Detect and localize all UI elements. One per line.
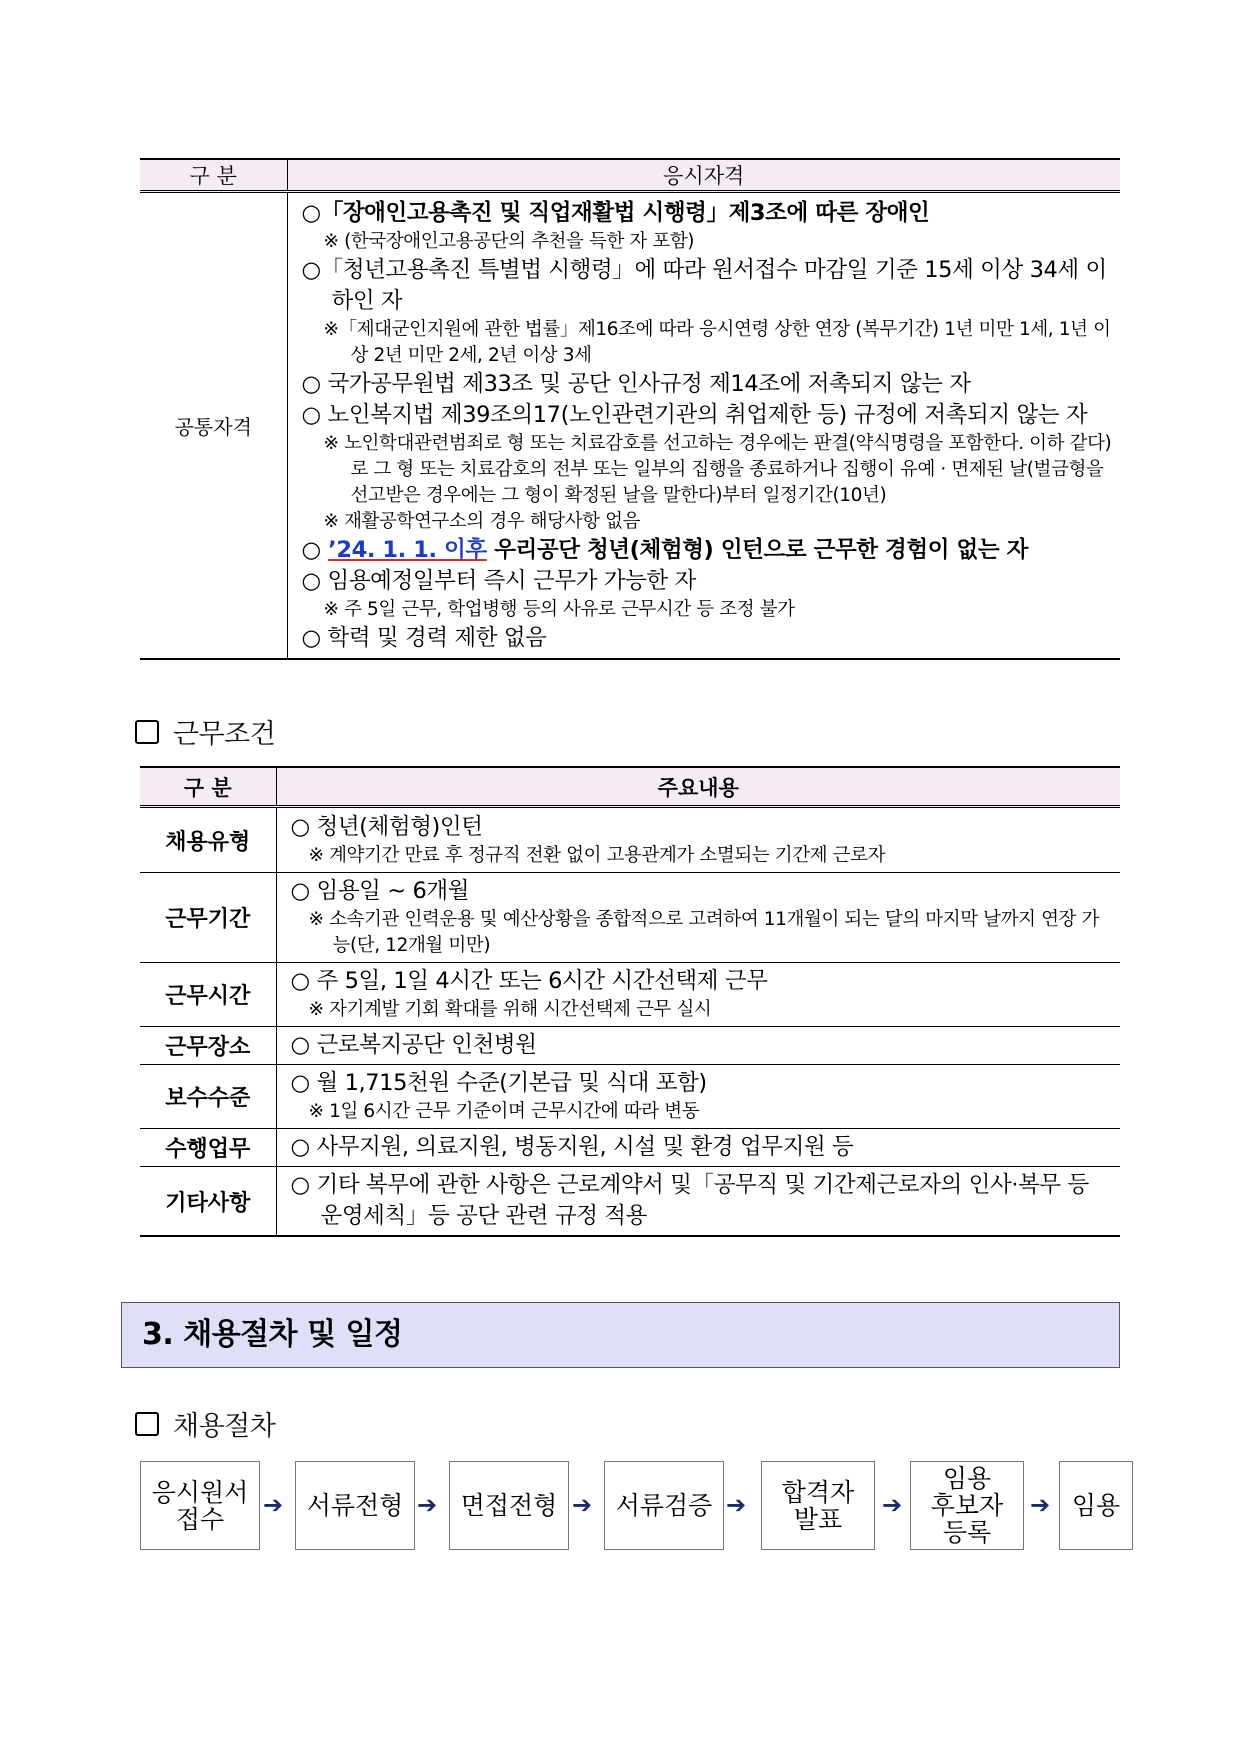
- eligibility-content: [287, 192, 1120, 660]
- table-row: [140, 1167, 1120, 1237]
- highlight-date: ’24. 1. 1. 이후: [328, 537, 487, 563]
- row-main-text: ○ 청년(체험형)인턴: [290, 813, 483, 840]
- arrow-right-icon: ➔: [572, 1491, 593, 1519]
- process-step-line: 임용: [942, 1464, 992, 1493]
- table-header-row: [140, 767, 1120, 807]
- process-step-label: [616, 1492, 713, 1519]
- row-label: 보수수준: [140, 1065, 276, 1129]
- eligibility-table: [140, 158, 1120, 660]
- arrow-right-icon: ➔: [1030, 1491, 1051, 1519]
- eligibility-item: ○「장애인고용촉진 및 직업재활법 시행령」제3조에 따른 장애인: [301, 200, 930, 226]
- eligibility-item: ○ 국가공무원법 제33조 및 공단 인사규정 제14조에 저촉되지 않는 자: [301, 371, 971, 397]
- arrow-right-icon: ➔: [882, 1491, 903, 1519]
- process-step-line: 면접전형: [460, 1491, 558, 1520]
- process-step-label: [782, 1479, 854, 1533]
- process-step-line: 임용: [1071, 1491, 1121, 1520]
- row-content: [276, 807, 1120, 873]
- item-text: 우리공단 청년(체험형) 인턴으로 근무한 경험이 없는 자: [486, 537, 1028, 563]
- table-header-row: [140, 159, 1120, 192]
- eligibility-item: [302, 535, 1117, 566]
- eligibility-note: ※ (한국장애인고용공단의 추천을 득한 자 포함): [323, 231, 695, 252]
- row-main-text: ○ 월 1,715천원 수준(기본급 및 식대 포함): [290, 1070, 707, 1096]
- row-content: [276, 1167, 1120, 1237]
- process-step: [604, 1461, 724, 1550]
- item-prefix: ○: [301, 537, 329, 563]
- table-row: [140, 873, 1120, 963]
- section-heading-work: [135, 712, 275, 751]
- table-row: [140, 1065, 1120, 1129]
- process-step: [140, 1461, 260, 1550]
- eligibility-note: ※ 주 5일 근무, 학업병행 등의 사유로 근무시간 등 조정 불가: [323, 599, 795, 620]
- process-step-label: [307, 1492, 404, 1519]
- eligibility-note: ※「제대군인지원에 관한 법률」제16조에 따라 응시연령 상한 연장 (복무기간) 1년 미만 1세, 1년 이상 2년 미만 2세, 2년 이상 3세: [323, 319, 1111, 366]
- arrow-right-icon: ➔: [417, 1491, 438, 1519]
- table-row: [140, 192, 1120, 660]
- process-step-line: 등록: [942, 1518, 992, 1547]
- row-label: 기타사항: [140, 1167, 276, 1237]
- eligibility-item: ○ 학력 및 경력 제한 없음: [301, 625, 547, 651]
- row-main-text: ○ 근로복지공단 인천병원: [290, 1032, 537, 1058]
- row-content: [276, 1027, 1120, 1065]
- eligibility-item: ○ 노인복지법 제39조의17(노인관련기관의 취업제한 등) 규정에 저촉되지 않는 자: [301, 402, 1088, 428]
- row-main-text: ○ 임용일 ~ 6개월: [290, 878, 470, 904]
- eligibility-note: ※ 재활공학연구소의 경우 해당사항 없음: [323, 511, 641, 532]
- checkbox-square-icon: [135, 720, 159, 744]
- process-step-line: 접수: [175, 1504, 225, 1534]
- process-step: [1059, 1461, 1133, 1550]
- process-step: [449, 1461, 569, 1550]
- process-step-line: 발표: [793, 1504, 843, 1534]
- arrow-right-icon: ➔: [263, 1491, 284, 1519]
- eligibility-item: ○ 임용예정일부터 즉시 근무가 가능한 자: [301, 568, 696, 594]
- row-content: [276, 873, 1120, 963]
- process-step-line: 서류전형: [306, 1491, 404, 1520]
- table-row: [140, 1027, 1120, 1065]
- row-main-text: ○ 기타 복무에 관한 사항은 근로계약서 및「공무직 및 기간제근로자의 인사‧복무 등 운영세칙」등 공단 관련 규정 적용: [290, 1172, 1089, 1229]
- process-step-label: [152, 1479, 249, 1533]
- process-step-label: [1072, 1492, 1120, 1519]
- row-label: 근무기간: [140, 873, 276, 963]
- row-label: 근무장소: [140, 1027, 276, 1065]
- arrow-right-icon: ➔: [726, 1491, 747, 1519]
- section-3-banner: 3. 채용절차 및 일정: [121, 1302, 1120, 1368]
- process-step: [295, 1461, 415, 1550]
- row-note-text: ※ 자기계발 기회 확대를 위해 시간선택제 근무 실시: [308, 999, 712, 1020]
- section-title: 근무조건: [173, 719, 276, 750]
- table-row: [140, 1129, 1120, 1167]
- table-row: [140, 807, 1120, 873]
- row-label: 근무시간: [140, 963, 276, 1027]
- row-content: [276, 1065, 1120, 1129]
- process-step-label: [461, 1492, 558, 1519]
- header-category: 구 분: [140, 767, 276, 807]
- eligibility-note: ※ 노인학대관련범죄로 형 또는 치료감호를 선고하는 경우에는 판결(약식명령을 포함한다. 이하 같다)로 그 형 또는 치료감호의 전부 또는 일부의 집행을 종료하거나 집행이 유예 ‧ 면제된 날(벌금형을 선고받은 경우에는 그 형이 확정된 날을 말한다)부터 일정기간(10년): [323, 433, 1112, 506]
- row-content: [276, 1129, 1120, 1167]
- section-heading-process: [135, 1404, 275, 1443]
- row-note-text: ※ 1일 6시간 근무 기준이며 근무시간에 따라 변동: [308, 1101, 700, 1122]
- section-title: 채용절차: [173, 1411, 276, 1442]
- header-category: 구 분: [140, 159, 287, 192]
- process-step-line: 합격자: [781, 1477, 855, 1507]
- row-label-common: 공통자격: [140, 192, 287, 660]
- process-step-line: 응시원서: [151, 1477, 249, 1507]
- header-main-content: 주요내용: [276, 767, 1120, 807]
- work-conditions-table: [140, 766, 1120, 1237]
- row-note-text: ※ 소속기관 인력운용 및 예산상황을 종합적으로 고려하여 11개월이 되는 달의 마지막 날까지 연장 가능(단, 12개월 미만): [308, 909, 1099, 956]
- process-step: [761, 1461, 875, 1550]
- row-main-text: ○ 주 5일, 1일 4시간 또는 6시간 시간선택제 근무: [290, 968, 768, 994]
- process-step-line: 후보자: [930, 1491, 1004, 1520]
- header-eligibility: 응시자격: [287, 159, 1120, 192]
- eligibility-item: ○「청년고용촉진 특별법 시행령」에 따라 원서접수 마감일 기준 15세 이상 34세 이하인 자: [301, 257, 1107, 314]
- row-content: [276, 963, 1120, 1027]
- table-row: [140, 963, 1120, 1027]
- checkbox-square-icon: [135, 1412, 159, 1436]
- row-label: 채용유형: [140, 807, 276, 873]
- row-main-text: ○ 사무지원, 의료지원, 병동지원, 시설 및 환경 업무지원 등: [290, 1134, 854, 1160]
- row-note-text: ※ 계약기간 만료 후 정규직 전환 없이 고용관계가 소멸되는 기간제 근로자: [308, 844, 886, 866]
- process-step-label: [931, 1465, 1003, 1546]
- process-step-line: 서류검증: [615, 1491, 713, 1520]
- row-label: 수행업무: [140, 1129, 276, 1167]
- process-step: [910, 1461, 1024, 1550]
